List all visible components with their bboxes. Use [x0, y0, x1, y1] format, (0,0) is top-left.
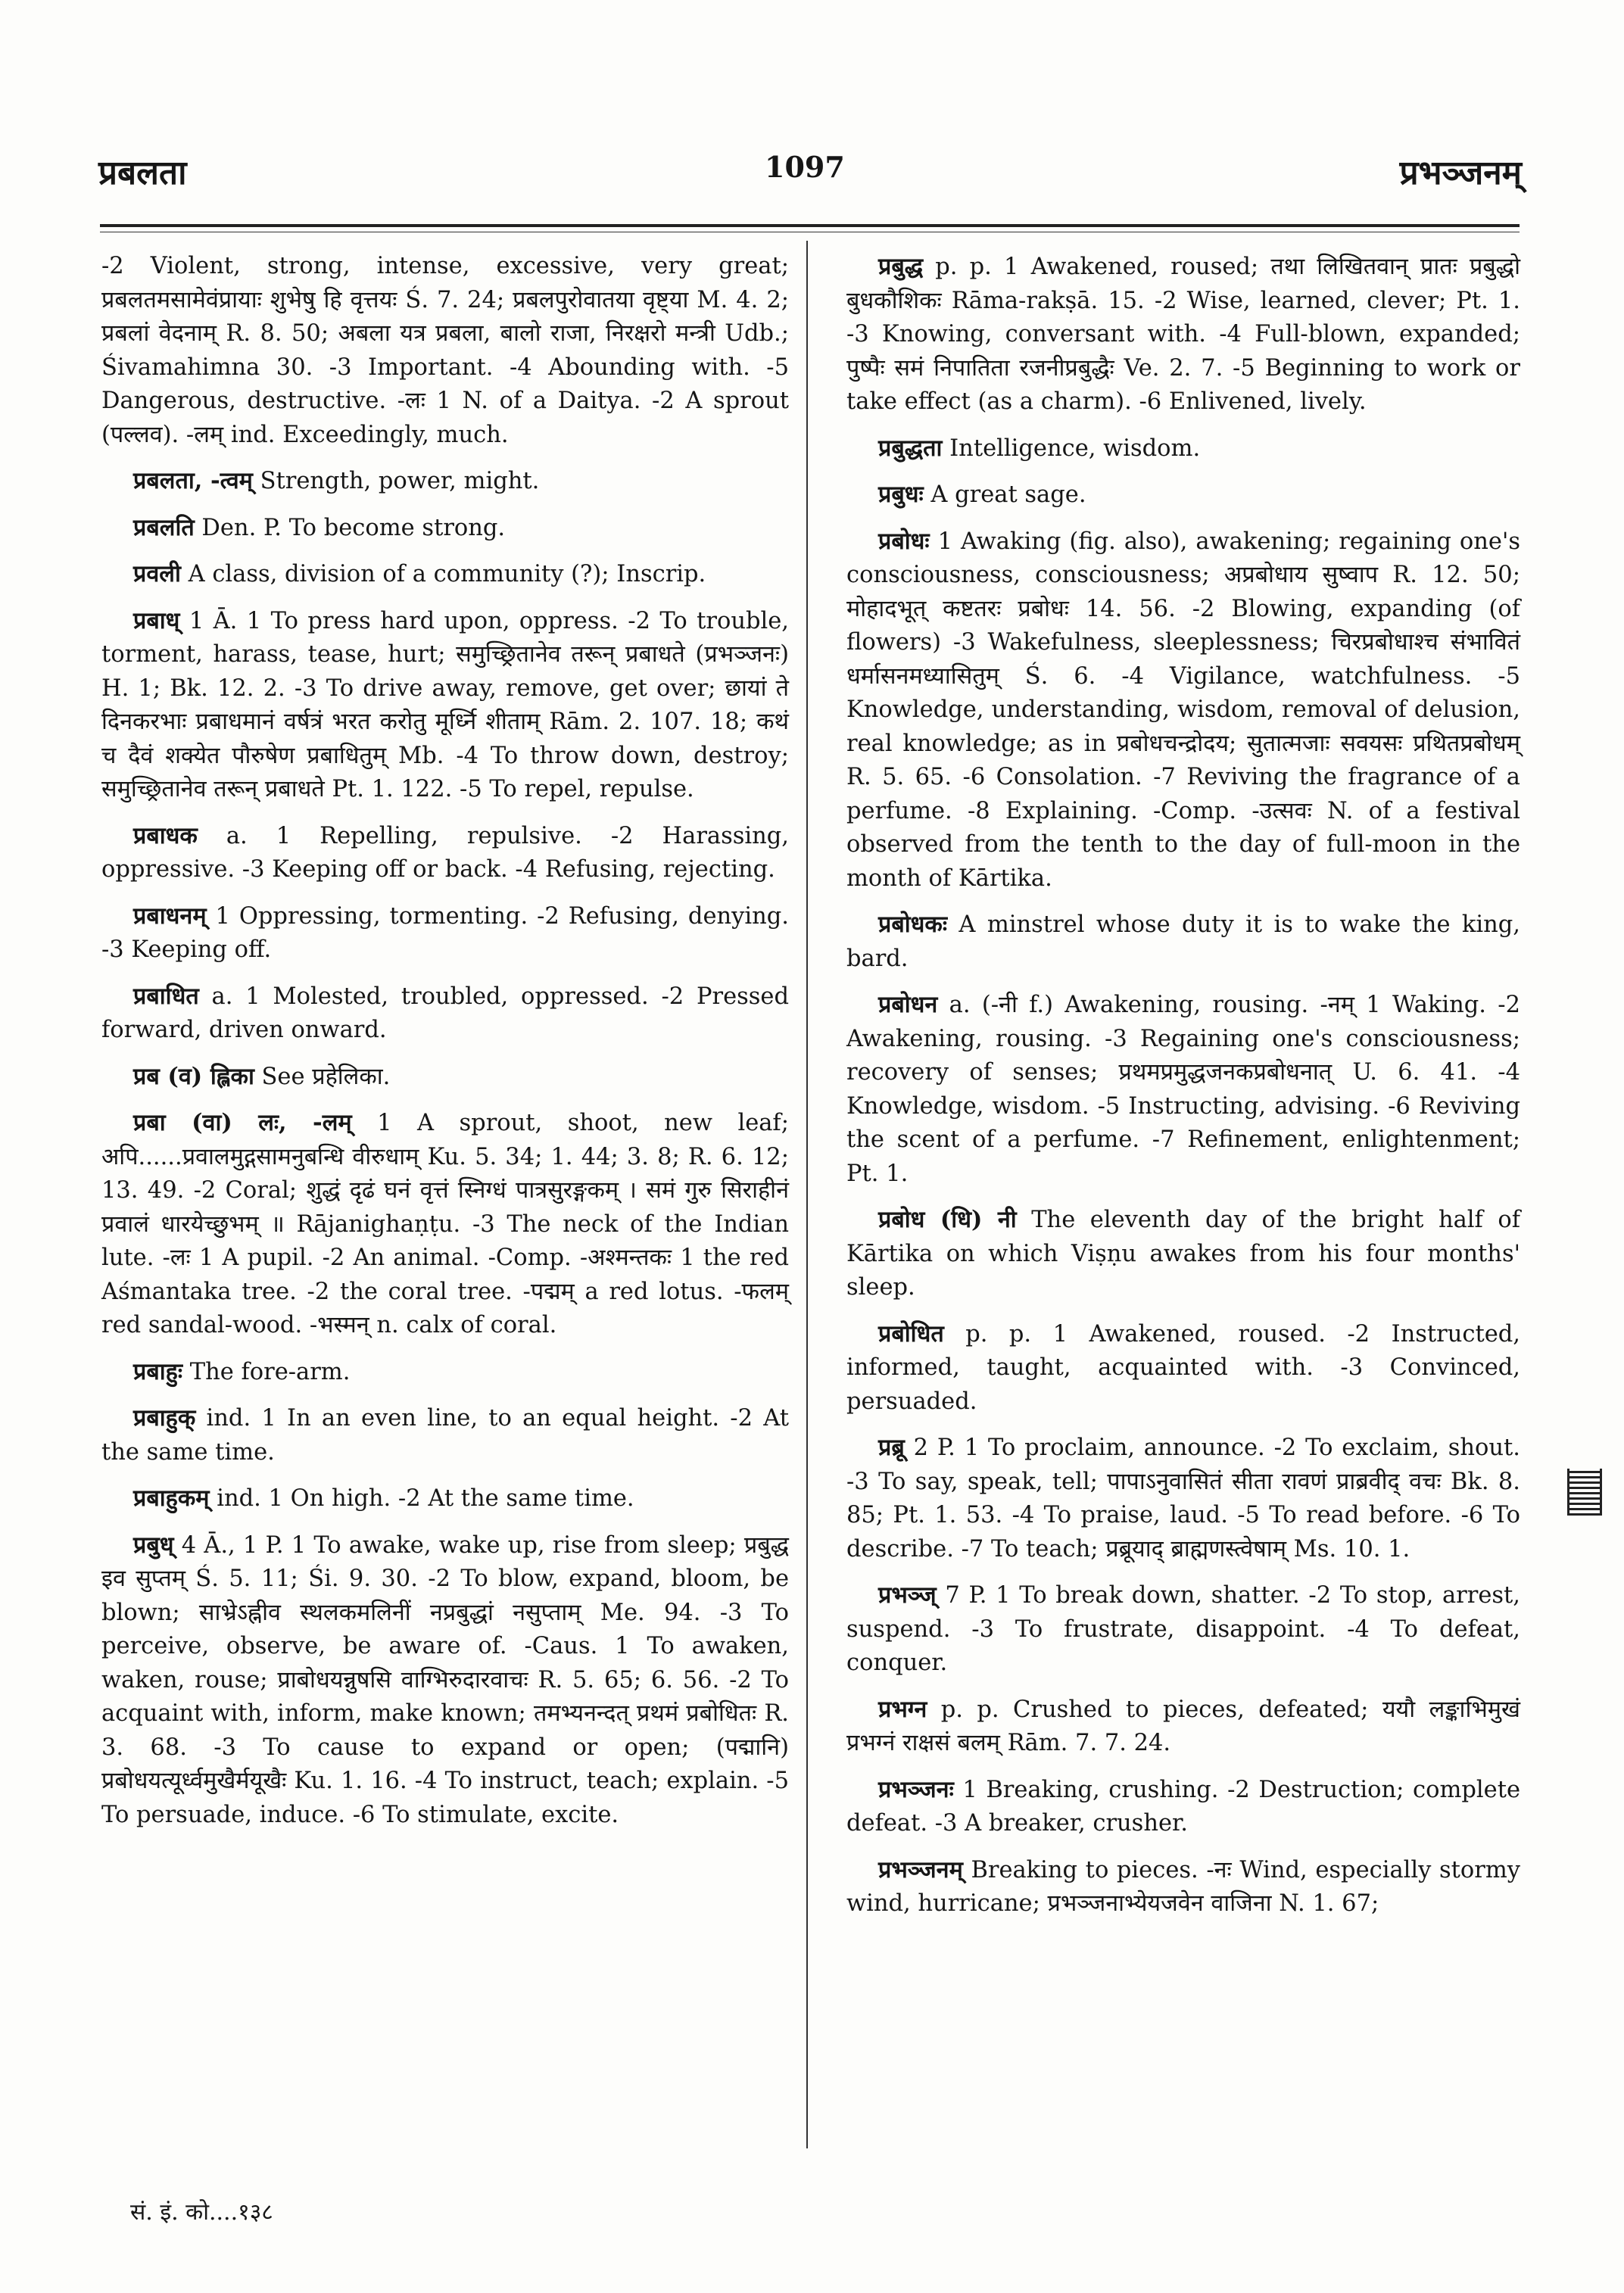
entry-definition: 4 Ā., 1 P. 1 To awake, wake up, rise from sleep; प्रबुद्ध इव सुप्तम् Ś. 5. 11; Śi. 9. 30. -2 To blow, expand, bloom, be blown; साभ्रेऽह्नीव स्थलकमलिनीं नप्रबुद्धां नसुप्ताम् Me. 94. -3 To perceive, observe, be aware of. -Caus. 1 To awaken, waken, rouse; प्राबोधयन्नुषसि वाग्भिरुदारवाचः R. 5. 65; 6. 56. -2 To acquaint with, inform, make known; तमभ्यनन्दत् प्रथमं प्रबोधितः R. 3. 68. -3 To cause to expand or open; (पद्मानि) प्रबोधयत्यूर्ध्वमुखैर्मयूखैः Ku. 1. 16. -4 To instruct, teach; explain. -5 To persuade, induce. -6 To stimulate, excite.	[101, 1531, 789, 1828]
entry-headword: प्रब (व) ह्लिका	[133, 1062, 254, 1090]
entry-definition: Strength, power, might.	[252, 468, 540, 494]
entry-headword: प्रबोध (धि) नी	[878, 1206, 1017, 1233]
entry-headword: प्रबाहुकम्	[133, 1485, 210, 1512]
entry-definition: p. p. Crushed to pieces, defeated; ययौ लङ्काभिमुखं प्रभग्नं राक्षसं बलम् Rām. 7. 7. 24.	[846, 1696, 1520, 1756]
entry-definition: Den. P. To become strong.	[194, 514, 506, 541]
dictionary-entry	[101, 1106, 789, 1343]
page-header	[98, 148, 1522, 201]
entry-definition: A minstrel whose duty it is to wake the king, bard.	[846, 911, 1520, 972]
entry-definition: p. p. 1 Awakened, roused. -2 Instructed, informed, taught, acquainted with. -3 Convinced, persuaded.	[846, 1320, 1520, 1415]
dictionary-entry	[846, 250, 1520, 419]
entry-headword: प्रबलता, -त्वम्	[133, 467, 253, 494]
dictionary-entry	[101, 1401, 789, 1469]
entry-headword: प्रबुधः	[878, 481, 924, 508]
entry-definition: 1 A sprout, shoot, new leaf; अपि......प्रवालमुद्गसामनुबन्धि वीरुधाम् Ku. 5. 34; 1. 44; 3. 8; R. 6. 12; 13. 49. -2 Coral; शुद्धं दृढं घनं वृत्तं स्निग्धं पात्रसुरङ्गकम् । समं गुरु सिराहीनं प्रवालं धारयेच्छुभम् ॥ Rājanighaṇṭu. -3 The neck of the Indian lute. -लः 1 A pupil. -2 An animal. -Comp. -अश्मन्तकः 1 the red Aśmantaka tree. -2 the coral tree. -पद्मम् a red lotus. -फलम् red sandal-wood. -भस्मन् n. calx of coral.	[101, 1110, 789, 1338]
entry-definition: Breaking to pieces. -नः Wind, especially stormy wind, hurricane; प्रभञ्जनाभ्येयजवेन वाजिना N. 1. 67;	[846, 1856, 1520, 1917]
entry-definition: 7 P. 1 To break down, shatter. -2 To stop, arrest, suspend. -3 To frustrate, disappoint. -4 To defeat, conquer.	[846, 1582, 1520, 1676]
page-number: 1097	[765, 150, 845, 184]
entry-headword: प्रबाधनम्	[133, 902, 207, 930]
entry-definition: a. 1 Repelling, repulsive. -2 Harassing, oppressive. -3 Keeping off or back. -4 Refusing, rejecting.	[101, 822, 789, 883]
dictionary-entry	[846, 1773, 1520, 1841]
dictionary-entry	[846, 1693, 1520, 1761]
entry-definition: ind. 1 In an even line, to an equal height. -2 At the same time.	[101, 1405, 789, 1466]
thumb-index-tab	[1567, 1469, 1602, 1516]
entry-headword: प्रबोधः	[878, 527, 930, 555]
entry-headword: प्रभग्न	[878, 1695, 927, 1723]
entry-headword: प्रब्रू	[878, 1434, 905, 1461]
entry-headword: प्रबोधित	[878, 1319, 944, 1347]
running-head-left: प्रबलता	[98, 154, 187, 192]
dictionary-entry	[846, 1203, 1520, 1305]
dictionary-entry	[846, 525, 1520, 896]
entry-definition: A great sage.	[923, 481, 1086, 508]
right-column	[846, 250, 1520, 1933]
entry-definition: a. (-नी f.) Awakening, rousing. -नम् 1 Waking. -2 Awakening, rousing. -3 Regaining one's consciousness; recovery of senses; प्रथमप्रमुद्धजनकप्रबोधनात् U. 6. 41. -4 Knowledge, wisdom. -5 Instructing, advising. -6 Reviving the scent of a perfume. -7 Refinement, enlightenment; Pt. 1.	[846, 992, 1520, 1187]
entry-headword: प्रबाधक	[133, 821, 198, 849]
dictionary-entry	[846, 1853, 1520, 1921]
entry-headword: प्रबुद्धता	[878, 434, 943, 462]
entry-headword: प्रबाहुः	[133, 1357, 183, 1385]
signature-mark: सं. इं. को....१३८	[130, 2199, 273, 2226]
entry-headword: प्रभञ्जनः	[878, 1775, 954, 1803]
dictionary-entry	[101, 899, 789, 967]
entry-headword: प्रभञ्जनम्	[878, 1855, 963, 1883]
entry-definition: 1 Oppressing, tormenting. -2 Refusing, denying. -3 Keeping off.	[101, 902, 789, 963]
column-divider	[806, 241, 808, 2148]
entry-definition: a. 1 Molested, troubled, oppressed. -2 Pressed forward, driven onward.	[101, 983, 789, 1043]
header-rule	[100, 224, 1520, 227]
dictionary-entry	[101, 819, 789, 887]
entry-definition: -2 Violent, strong, intense, excessive, very great; प्रबलतमसामेवंप्रायाः शुभेषु हि वृत्तयः Ś. 7. 24; प्रबलपुरोवातया वृष्ट्या M. 4. 2; प्रबलां वेदनाम् R. 8. 50; अबला यत्र प्रबला, बालो राजा, निरक्षरो मन्त्री Udb.; Śivamahimna 30. -3 Important. -4 Abounding with. -5 Dangerous, destructive. -लः 1 N. of a Daitya. -2 A sprout (पल्लव). -लम् ind. Exceedingly, much.	[101, 253, 789, 448]
entry-headword: प्रबाहुक्	[133, 1404, 196, 1432]
entry-definition: p. p. 1 Awakened, roused; तथा लिखितवान् प्रातः प्रबुद्धो बुधकौशिकः Rāma-rakṣā. 15. -2 Wise, learned, clever; Pt. 1. -3 Knowing, conversant with. -4 Full-blown, expanded; पुष्पैः समं निपातिता रजनीप्रबुद्धैः Ve. 2. 7. -5 Beginning to work or take effect (as a charm). -6 Enlivened, lively.	[846, 254, 1520, 415]
entry-headword: प्रभञ्ज्	[878, 1581, 937, 1609]
dictionary-entry	[846, 431, 1520, 466]
entry-headword: प्रबोधकः	[878, 911, 948, 938]
entry-headword: प्रबलति	[133, 513, 195, 541]
dictionary-entry	[846, 1431, 1520, 1566]
dictionary-entry	[101, 557, 789, 592]
dictionary-entry	[101, 1481, 789, 1516]
entry-headword: प्रबा (वा) लः, -लम्	[133, 1109, 352, 1136]
entry-headword: प्रबुद्ध	[878, 253, 924, 280]
dictionary-entry	[101, 1355, 789, 1390]
entry-definition: See प्रहेलिका.	[254, 1063, 391, 1090]
dictionary-entry	[846, 988, 1520, 1191]
entry-definition: A class, division of a community (?); Inscrip.	[180, 561, 706, 587]
dictionary-entry	[101, 1528, 789, 1833]
entry-definition: The eleventh day of the bright half of Kārtika on which Viṣṇu awakes from his four months' sleep.	[846, 1207, 1520, 1301]
dictionary-entry	[846, 1578, 1520, 1681]
dictionary-entry	[101, 604, 789, 807]
entry-headword: प्रबोधन	[878, 991, 938, 1018]
left-column	[101, 250, 789, 1844]
entry-definition: 1 Awaking (fig. also), awakening; regaining one's consciousness, consciousness; अप्रबोधाय सुष्वाप R. 12. 50; मोहादभूत् कष्टतरः प्रबोधः 14. 56. -2 Blowing, expanding (of flowers) -3 Wakefulness, sleeplessness; चिरप्रबोधाश्च संभावितं धर्मासनमध्यासितुम् Ś. 6. -4 Vigilance, watchfulness. -5 Knowledge, understanding, wisdom, removal of delusion, real knowledge; as in प्रबोधचन्द्रोदय; सुतात्मजाः सवयसः प्रथितप्रबोधम् R. 5. 65. -6 Consolation. -7 Reviving the fragrance of a perfume. -8 Explaining. -Comp. -उत्सवः N. of a festival observed from the tenth to the day of full-moon in the month of Kārtika.	[846, 528, 1520, 892]
dictionary-entry	[101, 464, 789, 499]
dictionary-entry	[846, 478, 1520, 512]
dictionary-entry	[846, 1317, 1520, 1419]
dictionary-entry	[101, 250, 789, 452]
dictionary-entry	[101, 1060, 789, 1095]
entry-definition: 1 Breaking, crushing. -2 Destruction; complete defeat. -3 A breaker, crusher.	[846, 1776, 1520, 1837]
entry-definition: 2 P. 1 To proclaim, announce. -2 To exclaim, shout. -3 To say, speak, tell; पापाऽनुवासितं सीता रावणं प्राब्रवीद् वचः Bk. 8. 85; Pt. 1. 53. -4 To praise, laud. -5 To read before. -6 To describe. -7 To teach; प्रब्रूयाद् ब्राह्मणस्त्वेषाम् Ms. 10. 1.	[846, 1435, 1520, 1562]
dictionary-entry	[101, 980, 789, 1048]
entry-definition: ind. 1 On high. -2 At the same time.	[209, 1485, 634, 1512]
running-head-right: प्रभञ्जनम्	[1399, 154, 1522, 192]
entry-headword: प्रबुध्	[133, 1531, 174, 1559]
dictionary-entry	[101, 511, 789, 546]
entry-definition: Intelligence, wisdom.	[942, 435, 1201, 462]
entry-definition: 1 Ā. 1 To press hard upon, oppress. -2 To trouble, torment, harass, tease, hurt; समुच्छ्रितानेव तरून् प्रबाधते (प्रभञ्जनः) H. 1; Bk. 12. 2. -3 To drive away, remove, get over; छायां ते दिनकरभाः प्रबाधमानं वर्षत्रं भरत करोतु मूर्ध्नि शीताम् Rām. 2. 107. 18; कथं च दैवं शक्येत पौरुषेण प्रबाधितुम् Mb. -4 To throw down, destroy; समुच्छ्रितानेव तरून् प्रबाधते Pt. 1. 122. -5 To repel, repulse.	[101, 607, 789, 802]
entry-headword: प्रवली	[133, 560, 181, 587]
dictionary-entry	[846, 908, 1520, 976]
entry-definition: The fore-arm.	[182, 1358, 351, 1385]
entry-headword: प्रबाधित	[133, 982, 199, 1010]
entry-headword: प्रबाध्	[133, 606, 180, 634]
